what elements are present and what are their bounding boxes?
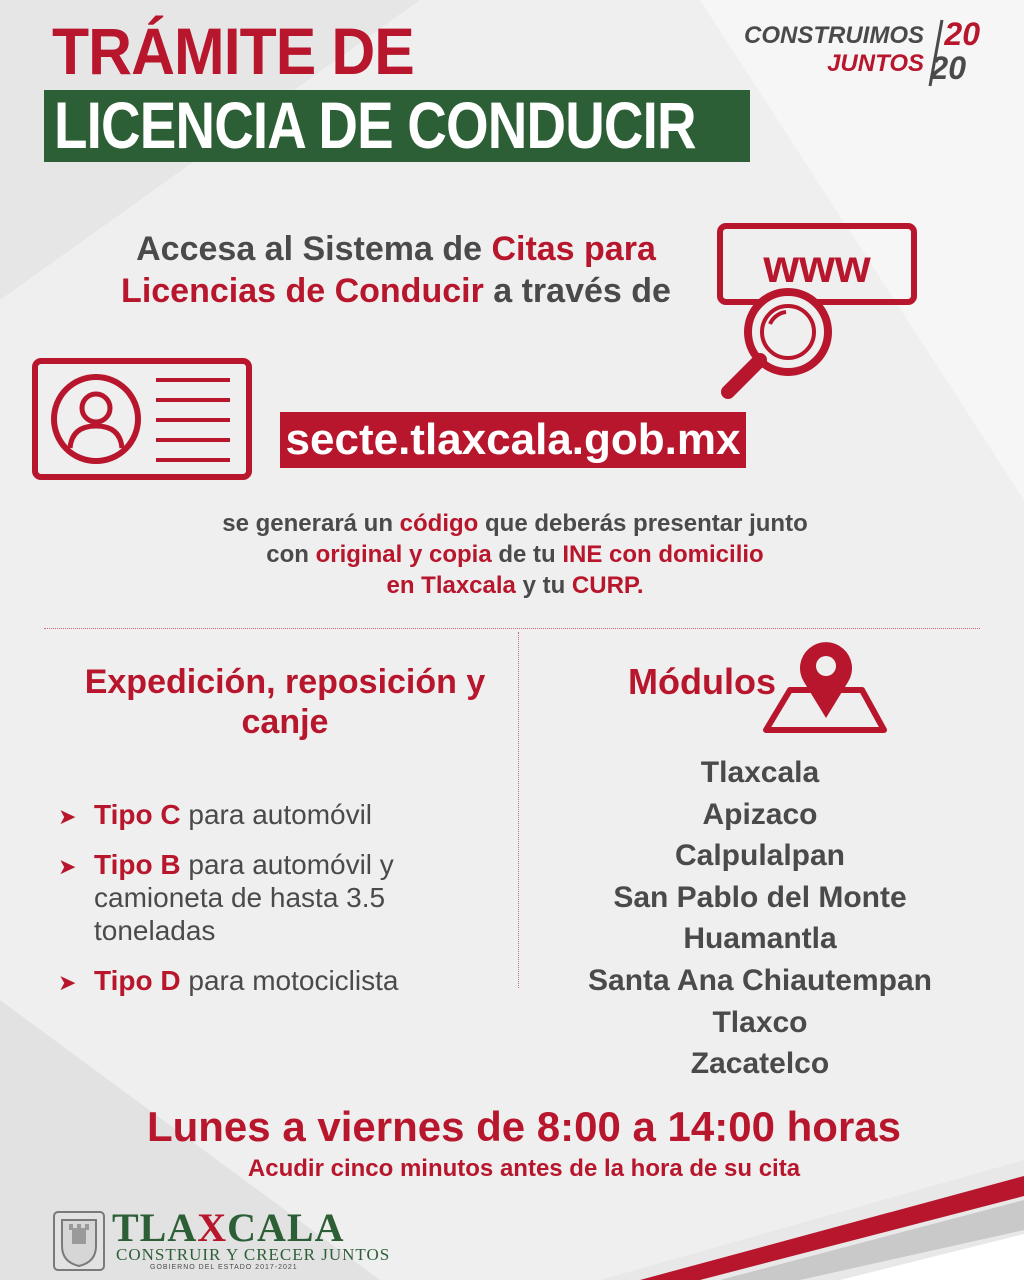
www-search-icon [716, 220, 922, 402]
title-line-1: TRÁMITE DE [52, 14, 414, 88]
note-part-4: con [266, 541, 316, 568]
note-part-8: en Tlaxcala [386, 572, 516, 599]
map-pin-icon [762, 634, 890, 734]
module-item: Santa Ana Chiautempan [588, 963, 932, 997]
state-crest-icon [52, 1210, 106, 1272]
vertical-divider [518, 632, 519, 988]
license-desc: para automóvil y camioneta de hasta 3.5 toneladas [94, 849, 394, 946]
intro-part-4: a través de [483, 272, 671, 310]
list-item [58, 798, 508, 831]
note-part-3: que deberás presentar junto [478, 510, 808, 537]
license-types-heading: Expedición, reposición y canje [84, 663, 486, 741]
intro-part-3: Licencias de Conducir [121, 272, 484, 310]
requirements-note [180, 508, 850, 601]
note-part-6: de tu [491, 541, 563, 568]
module-item: Tlaxco [712, 1005, 808, 1039]
note-part-10: CURP. [571, 572, 644, 599]
logo-part: CALA [227, 1205, 345, 1250]
campaign-slash [926, 18, 946, 88]
note-part-2: código [399, 510, 479, 537]
campaign-year-bottom: 20 [930, 50, 966, 86]
module-item: Zacatelco [690, 1047, 830, 1081]
license-type: Tipo D [94, 965, 181, 996]
module-item: Tlaxcala [700, 756, 820, 789]
note-part-9: y tu [515, 572, 572, 599]
modules-heading: Módulos [628, 661, 776, 702]
horizontal-divider [44, 628, 980, 629]
note-part-7: INE con domicilio [562, 541, 764, 568]
arrow-icon: ➤ [58, 854, 77, 879]
logo-part: X [197, 1205, 228, 1250]
module-item: San Pablo del Monte [613, 880, 907, 914]
id-card-icon [30, 356, 254, 482]
campaign-word-2: JUNTOS [827, 50, 924, 77]
license-type: Tipo C [94, 799, 181, 830]
government-label: GOBIERNO DEL ESTADO 2017-2021 [150, 1264, 298, 1271]
intro-text [96, 228, 696, 312]
tlaxcala-logo [112, 1205, 345, 1250]
module-item: Calpulalpan [674, 839, 846, 873]
license-type: Tipo B [94, 849, 181, 880]
arrival-note: Acudir cinco minutos antes de la hora de su cita [247, 1155, 801, 1182]
module-item: Apizaco [702, 797, 818, 831]
note-part-5: original y copia [315, 541, 492, 568]
modules-list [560, 752, 960, 1085]
campaign-word-1: CONSTRUIMOS [744, 22, 924, 49]
arrow-icon: ➤ [58, 970, 77, 995]
note-part-1: se generará un [222, 510, 400, 537]
office-hours: Lunes a viernes de 8:00 a 14:00 horas [146, 1103, 902, 1150]
list-item [58, 848, 508, 947]
license-desc: para automóvil [180, 799, 373, 830]
intro-part-1: Accesa al Sistema de [136, 230, 492, 268]
arrow-icon: ➤ [58, 804, 77, 829]
list-item [58, 964, 508, 997]
license-desc: para motociclista [180, 965, 399, 996]
campaign-year-top: 20 [944, 16, 980, 52]
website-url[interactable]: secte.tlaxcala.gob.mx [285, 415, 741, 464]
slogan: CONSTRUIR Y CRECER JUNTOS [116, 1245, 391, 1264]
title-line-2: LICENCIA DE CONDUCIR [54, 88, 696, 162]
intro-part-2: Citas para [491, 230, 656, 268]
svg-text:www: www [763, 240, 871, 292]
logo-part: TLA [112, 1205, 198, 1250]
module-item: Huamantla [683, 922, 837, 956]
